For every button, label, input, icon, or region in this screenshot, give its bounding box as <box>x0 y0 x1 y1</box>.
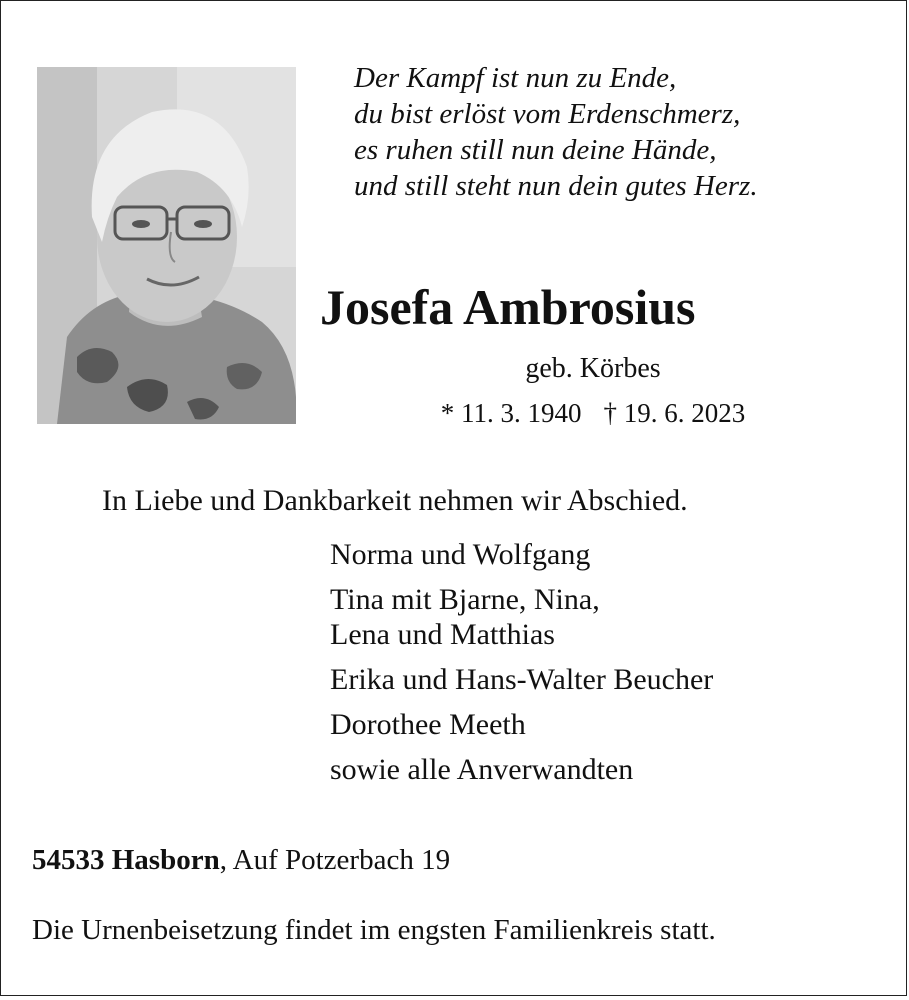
life-dates <box>320 396 866 430</box>
poem-line: und still steht nun dein gutes Herz. <box>354 170 758 202</box>
poem-line: du bist erlöst vom Erdenschmerz, <box>354 98 741 130</box>
mourners-list <box>330 537 890 797</box>
address <box>32 843 450 877</box>
mourner-line: Norma und Wolfgang <box>330 538 591 571</box>
mourner-line: Lena und Matthias <box>330 618 555 651</box>
death-date: † 19. 6. 2023 <box>603 398 746 428</box>
poem-line: es ruhen still nun deine Hände, <box>354 134 717 166</box>
mourner-line: Erika und Hans-Walter Beucher <box>330 663 714 696</box>
mourner-entry <box>330 582 890 652</box>
mourner-entry <box>330 707 890 742</box>
burial-notice: Die Urnenbeisetzung findet im engsten Familienkreis statt. <box>32 914 716 946</box>
birth-date: * 11. 3. 1940 <box>440 398 582 428</box>
portrait-photo <box>37 67 296 424</box>
poem-line: Der Kampf ist nun zu Ende, <box>354 62 677 94</box>
address-street: , Auf Potzerbach 19 <box>219 844 451 876</box>
mourner-line: Dorothee Meeth <box>330 708 526 741</box>
mourner-line: sowie alle Anverwandten <box>330 753 634 786</box>
mourner-line: Tina mit Bjarne, Nina, <box>330 583 600 616</box>
mourner-entry <box>330 662 890 697</box>
mourner-entry <box>330 537 890 572</box>
birth-name: geb. Körbes <box>525 353 661 384</box>
deceased-name: Josefa Ambrosius <box>320 279 696 335</box>
poem <box>354 60 874 204</box>
address-city: 54533 Hasborn <box>32 844 220 876</box>
mourner-entry <box>330 752 890 787</box>
farewell-text: In Liebe und Dankbarkeit nehmen wir Abschied. <box>102 484 688 517</box>
